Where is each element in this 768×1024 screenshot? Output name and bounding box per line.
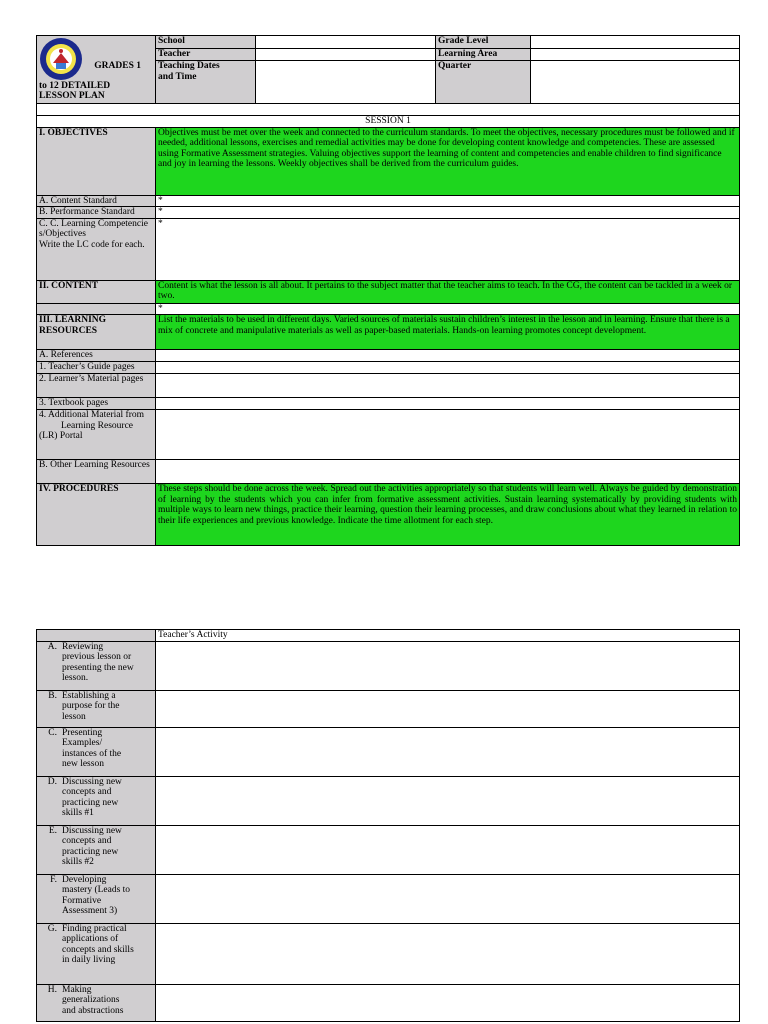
procedure-step-text: Making generalizations and abstractions — [62, 985, 124, 1016]
learners-material-field[interactable] — [156, 374, 740, 398]
quarter-field[interactable] — [531, 61, 740, 103]
procedure-step-field[interactable] — [156, 875, 740, 924]
procedures-description: These steps should be done across the week. Spread out the activities appropriately so that students will learn well. Always be guided by demonstration of learning by the students which you can infer from formative assessment activities. Sustain learning systematically by providing students with multiple ways to learn new things, practice their learning, question their learning processes, and draw conclusions about what they learned in relation to their life experiences and previous knowledge. Indicate the time allotment for each step. — [156, 484, 740, 546]
procedure-step-text: Discussing new concepts and practicing new skills #1 — [62, 777, 122, 819]
teacher-label: Teacher — [156, 48, 256, 61]
procedures-activity-table — [36, 629, 740, 1022]
teaching-dates-field[interactable] — [256, 61, 436, 103]
procedure-step-field[interactable] — [156, 777, 740, 826]
procedure-step-letter: F. — [50, 875, 57, 885]
objectives-description: Objectives must be met over the week and connected to the curriculum standards. To meet the objectives, necessary procedures must be followed and if needed, additional lessons, exercises and remedial activities may be done for developing content knowledge and competencies. These are assessed using Formative Assessment strategies. Valuing objectives support the learning of content and competencies and enable children to find significance and joy in learning the lessons. Weekly objectives shall be derived from the curriculum guides. — [156, 127, 740, 195]
procedure-step-letter: B. — [48, 691, 57, 701]
content-description: Content is what the lesson is all about. It pertains to the subject matter that the teacher aims to teach. In the CG, the content can be tackled in a week or two. — [156, 280, 740, 303]
procedure-step-field[interactable] — [156, 728, 740, 777]
teachers-guide-label: 1. Teacher’s Guide pages — [37, 362, 156, 374]
textbook-pages-field[interactable] — [156, 398, 740, 410]
school-label: School — [156, 36, 256, 49]
additional-material-label — [37, 410, 156, 460]
procedure-step-letter: G. — [47, 924, 57, 934]
content-heading: II. CONTENT — [37, 280, 156, 303]
learning-area-field[interactable] — [531, 48, 740, 61]
procedure-step-letter: H. — [47, 985, 57, 995]
activity-corner-cell — [37, 630, 156, 642]
references-label: A. References — [37, 350, 156, 362]
procedures-heading: IV. PROCEDURES — [37, 484, 156, 546]
procedure-step-label — [37, 642, 156, 691]
procedure-step-label — [37, 985, 156, 1022]
lc-code-text: Write the LC code for each. — [39, 239, 145, 250]
procedure-step-field[interactable] — [156, 691, 740, 728]
lesson-plan-table — [36, 35, 740, 546]
references-field[interactable] — [156, 350, 740, 362]
performance-standard-field[interactable]: * — [156, 207, 740, 218]
procedure-step-field[interactable] — [156, 642, 740, 691]
additional-line-3: (LR) Portal — [39, 431, 83, 442]
textbook-pages-label: 3. Textbook pages — [37, 398, 156, 410]
performance-standard-label: B. Performance Standard — [37, 207, 156, 218]
content-standard-field[interactable]: * — [156, 195, 740, 206]
procedure-step-label — [37, 691, 156, 728]
procedure-step-label — [37, 728, 156, 777]
deped-seal-icon — [39, 37, 83, 81]
competencies-field[interactable]: * — [156, 218, 740, 280]
teacher-field[interactable] — [256, 48, 436, 61]
title-line-2: to 12 DETAILED — [39, 81, 111, 91]
competencies-label — [37, 218, 156, 280]
additional-line-1: 4. Additional Material from — [39, 410, 145, 421]
procedure-step-field[interactable] — [156, 826, 740, 875]
competencies-text: C. C. Learning Competencies/Objectives — [39, 218, 148, 240]
procedure-step-label — [37, 826, 156, 875]
additional-material-field[interactable] — [156, 410, 740, 460]
teachers-activity-header: Teacher’s Activity — [156, 630, 740, 642]
resources-heading: III. LEARNING RESOURCES — [37, 315, 156, 350]
procedure-step-text: Discussing new concepts and practicing new skills #2 — [62, 826, 122, 868]
procedure-step-label — [37, 924, 156, 985]
title-line-3: LESSON PLAN — [39, 91, 105, 102]
procedure-step-letter: E. — [48, 826, 57, 836]
teaching-dates-label — [156, 61, 256, 103]
learning-area-label: Learning Area — [436, 48, 531, 61]
other-resources-label: B. Other Learning Resources — [37, 460, 156, 484]
procedure-step-letter: C. — [48, 728, 57, 738]
procedure-step-text: Reviewing previous lesson or presenting the new lesson. — [62, 642, 134, 684]
content-blank-label — [37, 303, 156, 314]
grade-level-label: Grade Level — [436, 36, 531, 49]
procedure-step-label — [37, 875, 156, 924]
other-resources-field[interactable] — [156, 460, 740, 484]
dates-label-line-2: and Time — [158, 71, 197, 82]
plan-title-cell — [37, 36, 156, 104]
procedure-step-field[interactable] — [156, 924, 740, 985]
title-line-1: GRADES 1 — [94, 61, 141, 71]
teachers-guide-field[interactable] — [156, 362, 740, 374]
resources-description: List the materials to be used in different days. Varied sources of materials sustain children’s interest in the lesson and in learning. Ensure that there is a mix of concrete and manipulative materials as well as paper-based materials. Hands-on learning promotes concept development. — [156, 315, 740, 350]
learners-material-label: 2. Learner’s Material pages — [37, 374, 156, 398]
grade-level-field[interactable] — [531, 36, 740, 49]
spacer-row — [37, 103, 740, 115]
procedure-step-field[interactable] — [156, 985, 740, 1022]
objectives-heading: I. OBJECTIVES — [37, 127, 156, 195]
dates-label-line-1: Teaching Dates — [158, 61, 220, 72]
procedure-step-letter: A. — [47, 642, 57, 652]
procedure-step-text: Establishing a purpose for the lesson — [62, 691, 120, 722]
session-title: SESSION 1 — [37, 115, 740, 127]
procedure-step-letter: D. — [47, 777, 57, 787]
procedure-step-label — [37, 777, 156, 826]
additional-line-2: Learning Resource — [61, 420, 134, 431]
school-field[interactable] — [256, 36, 436, 49]
quarter-label: Quarter — [436, 61, 531, 103]
content-standard-label: A. Content Standard — [37, 195, 156, 206]
procedure-step-text: Finding practical applications of concepts and skills in daily living — [62, 924, 134, 966]
procedure-step-text: Developing mastery (Leads to Formative Assessment 3) — [62, 875, 131, 917]
content-field[interactable]: * — [156, 303, 740, 314]
procedure-step-text: Presenting Examples/ instances of the new lesson — [62, 728, 122, 770]
